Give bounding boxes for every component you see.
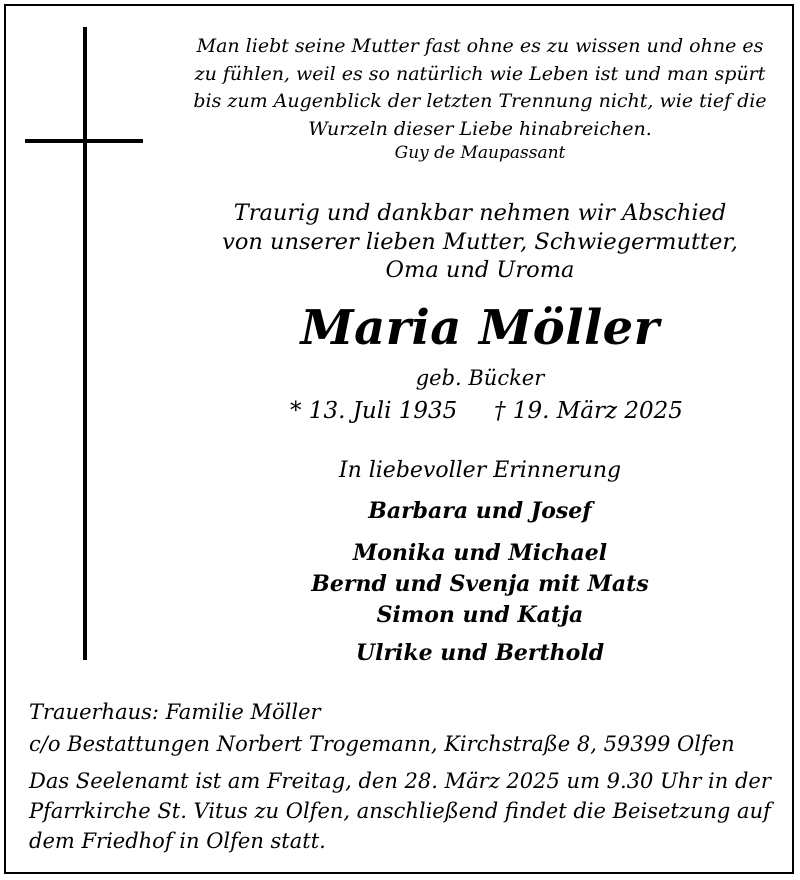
family-entry: Barbara und Josef: [368, 498, 592, 524]
quote-line: bis zum Augenblick der letzten Trennung nicht, wie tief die: [193, 90, 767, 112]
family-entry: Ulrike und Berthold: [355, 640, 605, 666]
quote: [180, 33, 780, 143]
footer-line: Trauerhaus: Familie Möller: [29, 700, 321, 724]
intro-line: Oma und Uroma: [385, 257, 575, 283]
death-date: † 19. März 2025: [494, 398, 683, 424]
intro-text: [140, 199, 800, 285]
family-entry: Bernd und Svenja mit Mats: [311, 571, 649, 597]
cross-horizontal-bar: [25, 139, 143, 143]
footer-line: Das Seelenamt ist am Freitag, den 28. März 2025 um 9.30 Uhr in der: [29, 769, 771, 793]
birth-date: * 13. Juli 1935: [290, 398, 458, 424]
family-entry: Monika und Michael: [352, 540, 608, 566]
quote-author: Guy de Maupassant: [394, 143, 566, 163]
footer-line: dem Friedhof in Olfen statt.: [29, 829, 326, 853]
service-notice: [29, 766, 789, 856]
quote-line: zu fühlen, weil es so natürlich wie Leben ist und man spürt: [194, 62, 766, 85]
intro-line: Traurig und dankbar nehmen wir Abschied: [233, 200, 727, 226]
maiden-name: geb. Bücker: [415, 366, 545, 390]
deceased-name: Maria Möller: [300, 300, 660, 356]
footer-line: Pfarrkirche St. Vitus zu Olfen, anschließend findet die Beisetzung auf: [29, 799, 771, 823]
memorial-heading: In liebevoller Erinnerung: [338, 458, 622, 483]
cross-vertical-bar: [83, 27, 87, 660]
mourning-house: [29, 697, 789, 760]
quote-line: Wurzeln dieser Liebe hinabreichen.: [308, 117, 652, 140]
quote-line: Man liebt seine Mutter fast ohne es zu wissen und ohne es: [196, 35, 764, 57]
footer-line: c/o Bestattungen Norbert Trogemann, Kirchstraße 8, 59399 Olfen: [29, 731, 735, 756]
intro-line: von unserer lieben Mutter, Schwiegermutter,: [222, 228, 738, 255]
family-entry: Simon und Katja: [376, 602, 584, 628]
family-group: [140, 538, 800, 631]
